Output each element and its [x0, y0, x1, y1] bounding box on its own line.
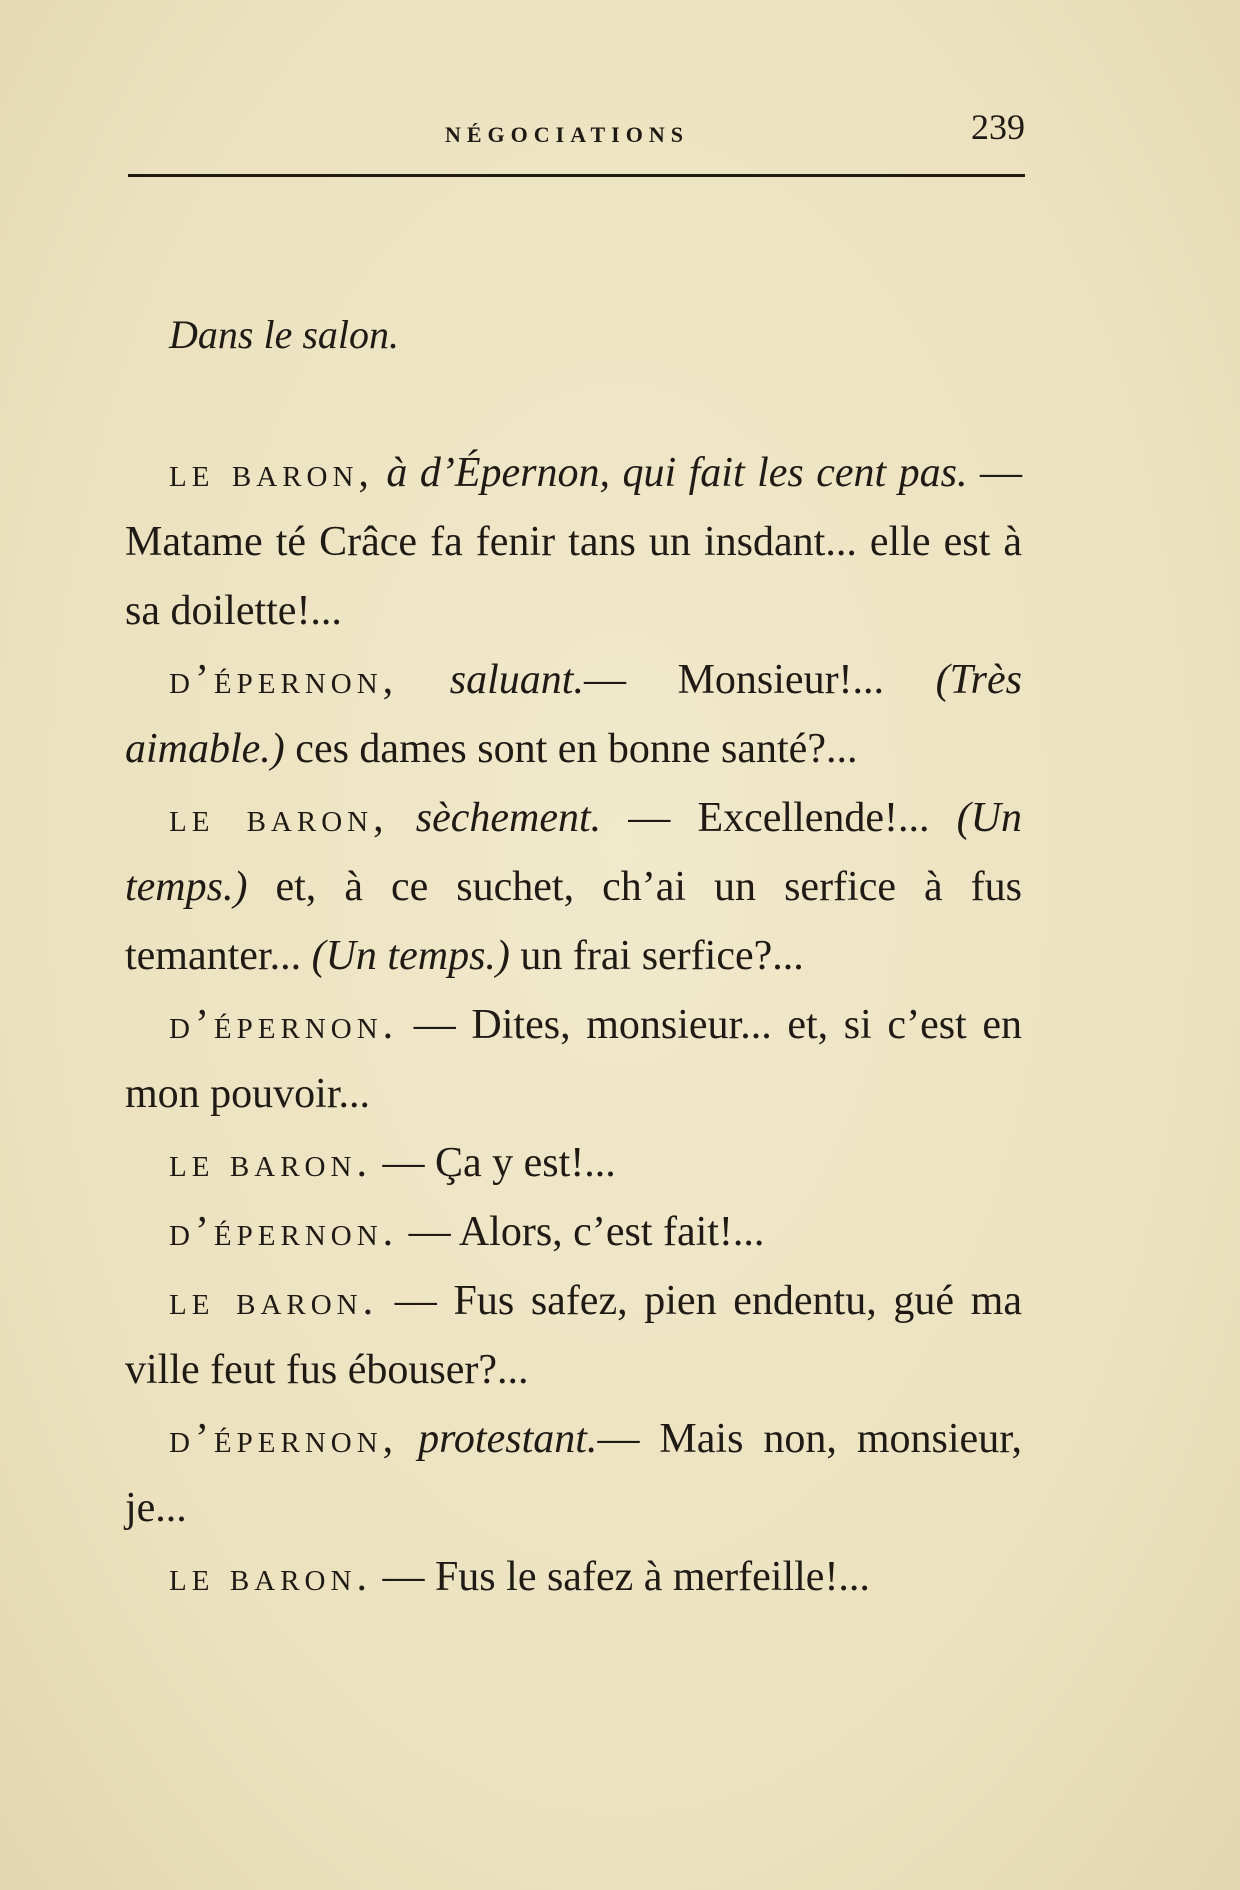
- speaker-name: d’épernon,: [169, 657, 399, 703]
- header-rule: [128, 174, 1025, 177]
- dialogue-line: [125, 1543, 1022, 1612]
- speaker-name: le baron,: [169, 795, 389, 841]
- running-title: NÉGOCIATIONS: [445, 122, 689, 147]
- stage-direction: (Un temps.): [125, 795, 1022, 910]
- line-text: — Mais non, monsieur, je...: [125, 1416, 1022, 1531]
- stage-direction: sèchement.: [388, 795, 602, 841]
- stage-direction: à d’Épernon, qui fait les cent pas.: [373, 450, 968, 496]
- line-text: — Fus safez, pien endentu, gué ma ville feut fus ébouser?...: [125, 1278, 1022, 1393]
- line-text: — Matame té Crâce fa fenir tans un insdant... elle est à sa doilette!...: [125, 450, 1022, 634]
- line-text: — Dites, monsieur... et, si c’est en mon pouvoir...: [125, 1002, 1022, 1117]
- dialogue-text: [125, 300, 1022, 1612]
- line-text: — Alors, c’est fait!...: [398, 1209, 765, 1255]
- speaker-name: le baron.: [169, 1140, 372, 1186]
- dialogue-line: [125, 1198, 1022, 1267]
- dialogue-line: [125, 1267, 1022, 1405]
- line-text: — Fus le safez à merfeille!...: [371, 1554, 870, 1600]
- stage-direction: saluant.: [398, 657, 584, 703]
- speaker-name: le baron.: [169, 1278, 379, 1324]
- line-text: — Excellende!...: [601, 795, 930, 841]
- dialogue-line: [125, 991, 1022, 1129]
- dialogue-line: [125, 1405, 1022, 1543]
- dialogue-line: [125, 646, 1022, 784]
- speaker-name: d’épernon.: [169, 1209, 399, 1255]
- dialogue-line: [125, 1129, 1022, 1198]
- line-text: un frai serfice?...: [509, 933, 804, 979]
- speaker-name: le baron,: [169, 450, 374, 496]
- running-head: [125, 100, 1025, 160]
- stage-direction: (Un temps.): [301, 933, 510, 979]
- stage-direction-scene: Dans le salon.: [169, 312, 399, 357]
- stage-direction: protestant.: [398, 1416, 598, 1462]
- line-text: et, à ce suchet, ch’ai un serfice à fus temanter...: [125, 864, 1022, 979]
- speaker-name: d’épernon,: [169, 1416, 399, 1462]
- page-number: 239: [971, 107, 1025, 147]
- speaker-name: le baron.: [169, 1554, 372, 1600]
- speaker-name: d’épernon.: [169, 1002, 399, 1048]
- dialogue-line: [125, 784, 1022, 991]
- line-text: — Ça y est!...: [371, 1140, 616, 1186]
- line-text: — Monsieur!...: [583, 657, 885, 703]
- stage-direction: (Très aimable.): [125, 657, 1023, 772]
- line-text: ces dames sont en bonne santé?...: [284, 726, 858, 772]
- dialogue-line: [125, 439, 1022, 646]
